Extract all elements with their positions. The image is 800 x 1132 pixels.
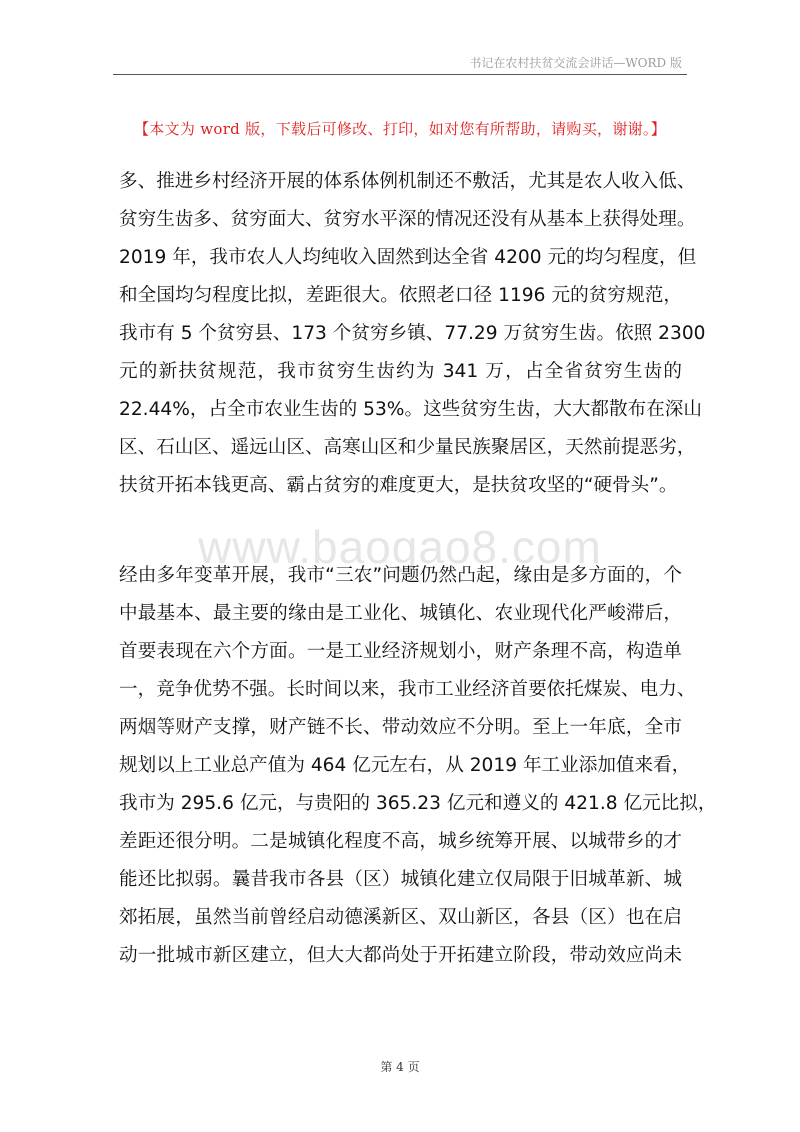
- text-line: 元的新扶贫规范，我市贫穷生齿约为 341 万，占全省贫穷生齿的: [119, 361, 682, 382]
- text-line: 差距还很分明。二是城镇化程度不高，城乡统筹开展、以城带乡的才: [119, 831, 682, 852]
- text-line: 经由多年变革开展，我市“三农”问题仍然凸起，缘由是多方面的，个: [119, 565, 682, 586]
- paragraph-1: [119, 163, 706, 505]
- text-line: 贫穷生齿多、贫穷面大、贫穷水平深的情况还没有从基本上获得处理。: [119, 209, 696, 230]
- text-line: 区、石山区、遥远山区、高寒山区和少量民族聚居区，天然前提恶劣，: [119, 437, 696, 458]
- text-line: 两烟等财产支撑，财产链不长、带动效应不分明。至上一年底，全市: [119, 717, 682, 738]
- watermark: www.baogao8.com: [198, 521, 602, 573]
- text-line: 能还比拟弱。曩昔我市各县（区）城镇化建立仅局限于旧城革新、城: [119, 869, 682, 890]
- text-line: 我市为 295.6 亿元，与贵阳的 365.23 亿元和遵义的 421.8 亿元比拟，: [119, 793, 717, 814]
- text-line: 首要表现在六个方面。一是工业经济规划小，财产条理不高，构造单: [119, 641, 682, 662]
- text-line: 2019 年，我市农人人均纯收入固然到达全省 4200 元的均匀程度，但: [119, 247, 697, 268]
- text-line: 扶贫开拓本钱更高、霸占贫穷的难度更大，是扶贫攻坚的“硬骨头”。: [119, 475, 678, 496]
- text-line: 规划以上工业总产值为 464 亿元左右，从 2019 年工业添加值来看，: [119, 755, 691, 776]
- text-line: 郊拓展，虽然当前曾经启动德溪新区、双山新区，各县（区）也在启: [119, 907, 682, 928]
- text-line: 我市有 5 个贫穷县、173 个贫穷乡镇、77.29 万贫穷生齿。依照 2300: [119, 323, 706, 344]
- download-notice: 【本文为 word 版，下载后可修改、打印，如对您有所帮助，请购买，谢谢。】: [133, 120, 667, 138]
- text-line: 和全国均匀程度比拟，差距很大。依照老口径 1196 元的贫穷规范，: [119, 285, 682, 306]
- header-divider: [113, 74, 687, 75]
- text-line: 多、推进乡村经济开展的体系体例机制还不敷活，尤其是农人收入低、: [119, 171, 696, 192]
- page-number: 第 4 页: [380, 1060, 420, 1074]
- text-line: 一，竞争优势不强。长时间以来，我市工业经济首要依托煤炭、电力、: [119, 679, 696, 700]
- text-line: 动一批城市新区建立，但大大都尚处于开拓建立阶段，带动效应尚未: [119, 945, 682, 966]
- text-line: 中最基本、最主要的缘由是工业化、城镇化、农业现代化严峻滞后，: [119, 603, 682, 624]
- paragraph-2: [119, 557, 717, 975]
- text-line: 22.44%，占全市农业生齿的 53%。这些贫穷生齿，大大都散布在深山: [119, 399, 702, 420]
- running-header: 书记在农村扶贫交流会讲话—WORD 版: [469, 56, 682, 70]
